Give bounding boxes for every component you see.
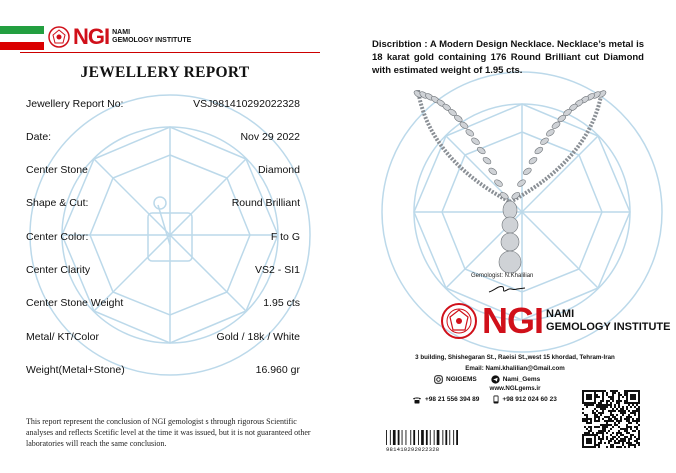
header-brand: NGI: [73, 24, 110, 49]
instagram-link[interactable]: [434, 375, 477, 384]
footer-logo: [440, 300, 671, 342]
report-field-row: [26, 164, 300, 176]
report-disclaimer: This report represent the conclusion of NGI gemologist s through rigorous Scientific analyses and reflects Scetific level at the time it was issued, but it is not guaranteed other laboratories will reach the same conclusion.: [26, 417, 311, 448]
mobile-number: +98 912 024 60 23: [502, 396, 557, 403]
gemologist-signature: [487, 281, 527, 295]
iran-flag: [0, 26, 44, 50]
footer-brand-line1: NAMI: [546, 308, 575, 320]
contact-phones: [412, 395, 557, 404]
field-value: VS2 - SI1: [255, 264, 300, 276]
landline-number: +98 21 556 394 89: [425, 396, 480, 403]
mobile-phone-icon: [493, 395, 499, 404]
telephone-icon: [412, 396, 422, 404]
report-field-row: [26, 231, 300, 243]
footer-brand: NGI: [482, 300, 544, 341]
field-value: F to G: [270, 231, 300, 243]
report-title: JEWELLERY REPORT: [80, 64, 250, 81]
telegram-icon: [491, 375, 500, 384]
ngi-emblem-icon: [440, 302, 478, 340]
field-label: Jewellery Report No:: [26, 98, 124, 110]
report-field-row: [26, 131, 300, 143]
institute-address: 3 building, Shishegaran St., Raeisi St.,west 15 khordad, Tehram-Iran: [415, 354, 615, 361]
field-value: Gold / 18k / White: [216, 331, 300, 343]
report-qr-code[interactable]: [582, 390, 640, 448]
field-label: Weight(Metal+Stone): [26, 364, 125, 376]
header-divider: [20, 52, 320, 53]
field-value: 1.95 cts: [263, 297, 300, 309]
report-barcode: [386, 430, 458, 445]
telegram-link[interactable]: [491, 375, 541, 384]
report-field-row: [26, 197, 300, 209]
barcode-number: 981410292022328: [386, 446, 440, 453]
report-field-row: [26, 264, 300, 276]
institute-email: Email: Nami.khalilian@Gmail.com: [465, 365, 565, 372]
field-value: Round Brilliant: [231, 197, 300, 209]
field-value: VSJ981410292022328: [193, 98, 300, 110]
field-label: Shape & Cut:: [26, 197, 89, 209]
institute-website[interactable]: www.NGLgems.ir: [489, 385, 541, 392]
report-field-row: [26, 297, 300, 309]
footer-brand-line2: GEMOLOGY INSTITUTE: [546, 321, 671, 333]
ngi-emblem-icon: [48, 26, 70, 48]
field-label: Center Stone: [26, 164, 88, 176]
header-logo: [48, 24, 191, 50]
instagram-handle: NGIGEMS: [446, 376, 477, 383]
field-value: Nov 29 2022: [240, 131, 300, 143]
field-value: 16.960 gr: [255, 364, 300, 376]
necklace-image: [410, 90, 610, 275]
field-label: Center Color:: [26, 231, 89, 243]
gemologist-name: Gemologist: N.Khalilian: [471, 273, 534, 279]
field-value: Diamond: [257, 164, 300, 176]
field-label: Center Clarity: [26, 264, 91, 276]
header-brand-line2: GEMOLOGY INSTITUTE: [112, 37, 192, 44]
field-label: Center Stone Weight: [26, 297, 124, 309]
report-field-row: [26, 331, 300, 343]
telegram-handle: Nami_Gems: [502, 376, 541, 383]
report-field-row: [26, 98, 300, 110]
report-field-row: [26, 364, 300, 376]
field-label: Metal/ KT/Color: [26, 331, 99, 343]
field-label: Date:: [26, 131, 52, 143]
necklace-description: Discribtion : A Modern Design Necklace. Necklace’s metal is 18 karat gold containing 176 Round Brilliant cut Diamond with estimated weight of 1.95 cts.: [372, 39, 644, 76]
instagram-icon: [434, 375, 443, 384]
social-links: [434, 375, 540, 384]
header-brand-line1: NAMI: [112, 29, 131, 36]
